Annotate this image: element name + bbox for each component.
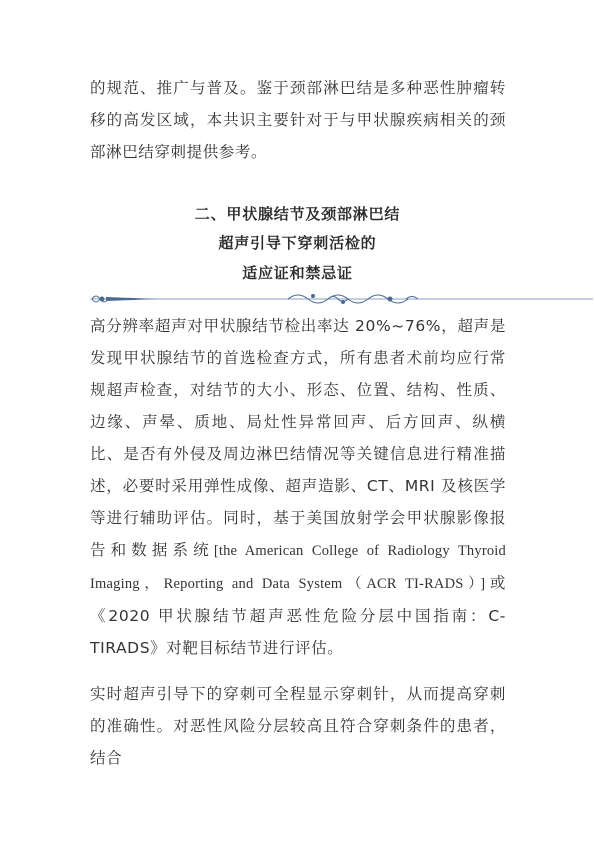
section-heading-line-3: 适应证和禁忌证	[242, 264, 353, 282]
section-heading-line-1: 二、甲状腺结节及颈部淋巴结	[194, 205, 401, 223]
indication-text-2: 或《2020 甲状腺结节超声恶性危险分层中国指南：C-TIRADS》对靶目标结节进行评估。	[90, 574, 507, 657]
realtime-guidance-paragraph: 实时超声引导下的穿刺可全程显示穿刺针，从而提高穿刺的准确性。对恶性风险分层较高且符合穿刺条件的患者，结合	[90, 685, 506, 767]
ornamental-divider	[88, 289, 595, 309]
indication-paragraph	[90, 310, 506, 664]
intro-paragraph: 的规范、推广与普及。鉴于颈部淋巴结是多种恶性肿瘤转移的高发区域，本共识主要针对于与甲状腺疾病相关的颈部淋巴结穿刺提供参考。	[90, 79, 506, 161]
acr-tirads-reference: [the American College of Radiology Thyroid Imaging，Reporting and Data System（ACR TI-RADS）]	[90, 543, 506, 592]
indication-text-1: 高分辨率超声对甲状腺结节检出率达 20%~76%，超声是发现甲状腺结节的首选检查方式，所有患者术前均应行常规超声检查，对结节的大小、形态、位置、结构、性质、边缘、声晕、质地、局灶性异常回声、后方回声、纵横比、是否有外侵及周边淋巴结情况等关键信息进行精准描述，必要时采用弹性成像、超声造影、CT、MRI 及核医学等进行辅助评估。同时，基于美国放射学会甲状腺影像报告和数据系统	[90, 317, 506, 559]
section-heading-line-2: 超声引导下穿刺活检的	[218, 234, 377, 252]
